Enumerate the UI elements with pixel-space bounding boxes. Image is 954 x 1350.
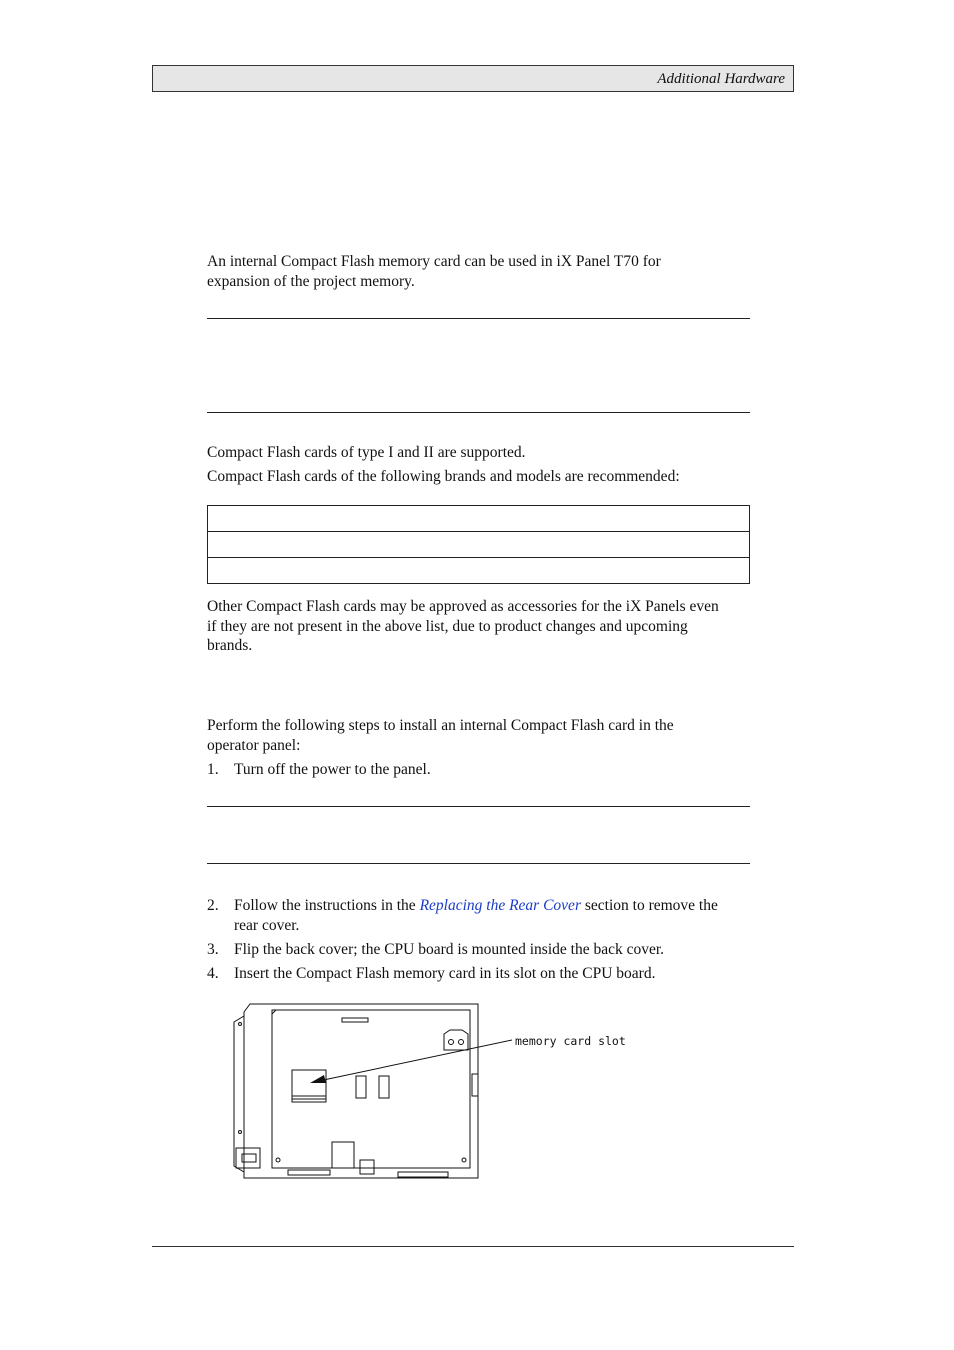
top-connector	[342, 1018, 368, 1022]
table-row	[208, 506, 750, 532]
board-hole	[462, 1158, 466, 1162]
rear-cover-outline	[244, 1004, 478, 1178]
intro-paragraph	[207, 252, 752, 291]
mounting-bracket	[444, 1030, 468, 1050]
install-line-2: operator panel:	[207, 736, 301, 754]
callout-arrowhead	[310, 1075, 326, 1083]
cpu-board-figure	[232, 1000, 632, 1182]
section-title: Additional Hardware	[657, 71, 785, 87]
bracket-hole	[459, 1040, 464, 1045]
board-corner	[272, 1010, 276, 1014]
step-text: Insert the Compact Flash memory card in its slot on the CPU board.	[234, 965, 656, 982]
step-number: 3.	[207, 941, 219, 958]
step-text: Flip the back cover; the CPU board is mounted inside the back cover.	[234, 941, 665, 958]
other-cards-paragraph	[207, 597, 752, 656]
cpu-board-outline	[272, 1010, 470, 1168]
footer-rule	[152, 1246, 794, 1247]
callout-line	[314, 1040, 512, 1082]
table-row	[208, 558, 750, 584]
note-rule-bottom	[207, 412, 750, 413]
side-connector	[472, 1074, 478, 1096]
note-rule-top	[207, 318, 750, 319]
other-cards-line-3: brands.	[207, 637, 253, 654]
step-number: 4.	[207, 965, 219, 982]
other-cards-line-1: Other Compact Flash cards may be approved as accessories for the iX Panels even	[207, 598, 719, 615]
table-cell	[208, 506, 750, 532]
brands-table	[207, 505, 750, 584]
table-cell	[208, 558, 750, 584]
callout-label: memory card slot	[515, 1034, 626, 1048]
warning-rule-top	[207, 806, 750, 807]
other-cards-line-2: if they are not present in the above list, due to product changes and upcoming	[207, 617, 688, 635]
bottom-edge-connector	[288, 1170, 330, 1175]
bottom-connector	[332, 1142, 354, 1168]
screw-hole	[239, 1023, 242, 1026]
chip	[379, 1076, 389, 1098]
bracket-hole	[449, 1040, 454, 1045]
step-text-pre: Follow the instructions in the	[234, 897, 420, 914]
chip	[356, 1076, 366, 1098]
table-row	[208, 532, 750, 558]
intro-line-2: expansion of the project memory.	[207, 272, 415, 290]
step-text-post: section to remove the	[580, 897, 718, 914]
step-text: Turn off the power to the panel.	[234, 761, 431, 778]
install-paragraph	[207, 716, 752, 755]
bottom-connector-small	[360, 1160, 374, 1174]
install-line-1: Perform the following steps to install an internal Compact Flash card in the	[207, 717, 674, 734]
screw-hole	[239, 1131, 242, 1134]
step-2	[207, 896, 752, 936]
step-number: 1.	[207, 761, 219, 778]
board-hole	[276, 1158, 280, 1162]
recommended-text: Compact Flash cards of the following brands and models are recommended:	[207, 468, 680, 485]
table-cell	[208, 532, 750, 558]
warning-rule-bottom	[207, 863, 750, 864]
page-header	[152, 65, 794, 92]
intro-line-1: An internal Compact Flash memory card can be used in iX Panel T70 for	[207, 253, 661, 270]
step-number: 2.	[207, 897, 219, 914]
supported-types-text: Compact Flash cards of type I and II are supported.	[207, 444, 526, 461]
step-text	[234, 896, 739, 935]
bottom-edge-connector	[398, 1172, 448, 1177]
replacing-rear-cover-link[interactable]: Replacing the Rear Cover	[419, 897, 581, 914]
memory-card-slot	[292, 1070, 326, 1102]
step-text-line-2: rear cover.	[234, 916, 300, 934]
